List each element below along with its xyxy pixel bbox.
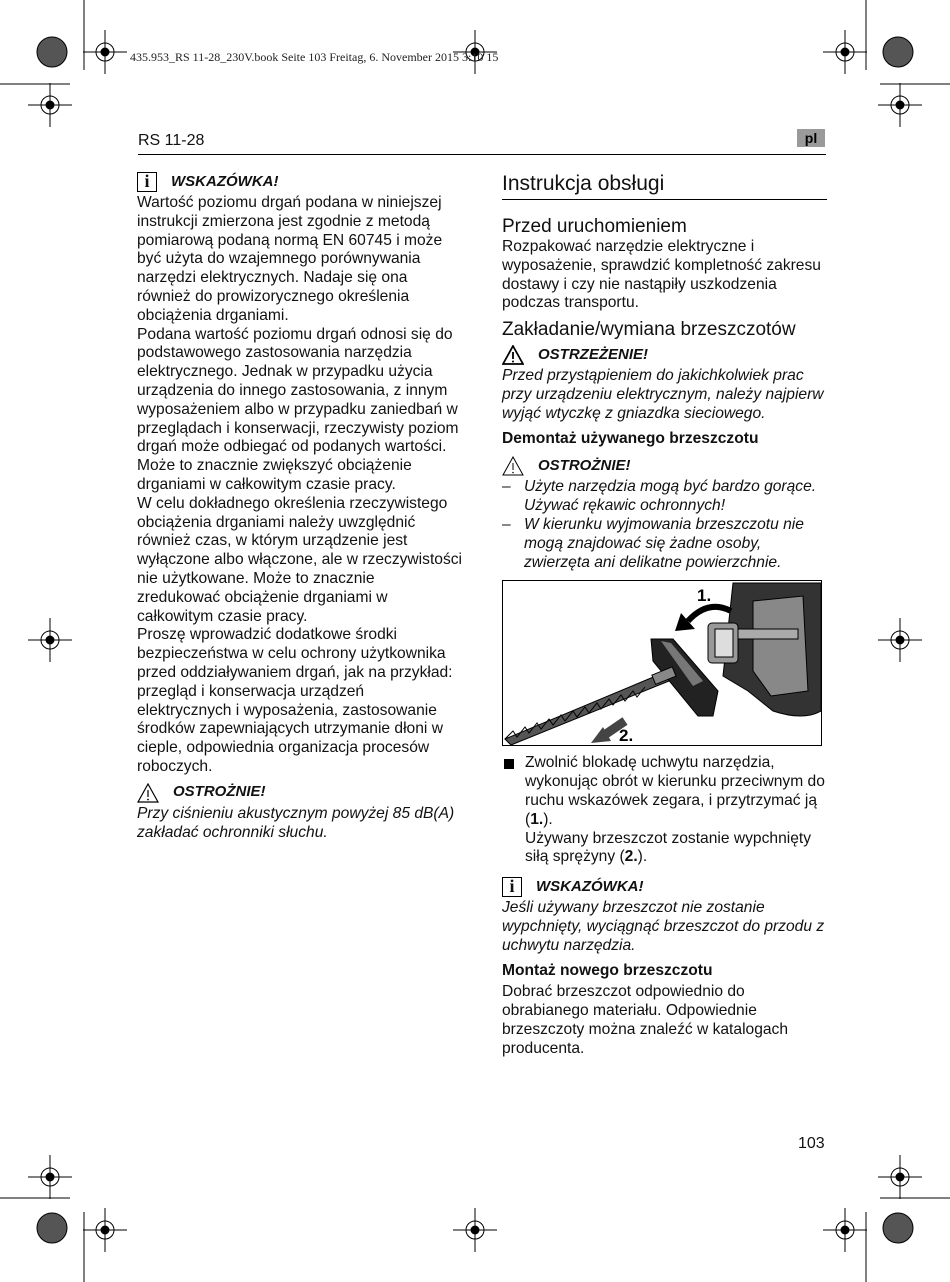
heading-blade-change: Zakładanie/wymiana brzeszczotów [502, 319, 796, 341]
caution-heading [137, 783, 462, 803]
caution-title: OSTROŻNIE! [173, 783, 266, 801]
vibration-paragraph-4: Proszę wprowadzić dodatkowe środki bezpieczeństwa w celu ochrony użytkownika przed oddziaływaniem drgań, jak na przykład: przegląd i konserwacja urządzeń elektrycznych i wyposażenia, zastosowanie środków zapewniających utrzymanie dłoni w cieple, odpowiednia organizacja procesów roboczych. [137, 626, 453, 775]
figure-label-step-2: 2. [619, 726, 634, 746]
warning-text: Przed przystąpieniem do jakichkolwiek prac przy urządzeniu elektrycznym, należy najpierw wyjąć wtyczkę z gniazdka sieciowego. [502, 367, 824, 422]
figure-label-step-1: 1. [697, 586, 712, 606]
note-heading [502, 877, 827, 897]
note-heading [137, 172, 462, 192]
warning-triangle-icon [502, 456, 524, 476]
caution-text: Przy ciśnieniu akustycznym powyżej 85 dB(A) zakładać ochronniki słuchu. [137, 804, 455, 841]
warning-title: OSTRZEŻENIE! [538, 345, 649, 363]
warning-triangle-icon [502, 345, 524, 365]
heading-blade-mounting: Montaż nowego brzeszczotu [502, 961, 713, 979]
bullet-square-icon [504, 759, 514, 769]
dash-item: – W kierunku wyjmowania brzeszczotu nie mogą znajdować się żadne osoby, zwierzęta ani delikatne powierzchnie. [502, 515, 804, 571]
vibration-paragraph-1: Wartość poziomu drgań podana w niniejszej instrukcji zmierzona jest zgodnie z metodą pomiarową podaną normą EN 60745 i może być użyta do wzajemnego porównywania narzędzi elektrycznych. Nadaje się ona również do prowizorycznego określenia obciążenia drganiami. [137, 194, 443, 324]
language-badge: pl [797, 129, 825, 147]
blade-mounting-text: Dobrać brzeszczot odpowiednio do obrabianego materiału. Odpowiednie brzeszczoty można znaleźć w katalogach producenta. [502, 983, 789, 1057]
instruction-step: Zwolnić blokadę uchwytu narzędzia, wykonując obrót w kierunku przeciwnym do ruchu wskazówek zegara, i przytrzymać ją (1.). Używany brzeszczot zostanie wypchnięty siłą sprężyny (2.). [502, 754, 827, 867]
note-text: Jeśli używany brzeszczot nie zostanie wypchnięty, wyciągnąć brzeszczot do przodu z uchwytu narzędzia. [502, 899, 825, 954]
before-start-text: Rozpakować narzędzie elektryczne i wyposażenie, sprawdzić kompletność zakresu dostawy i czy nie nastąpiły uszkodzenia podczas transportu. [502, 238, 821, 312]
info-icon: i [137, 172, 157, 192]
right-column [502, 172, 827, 1059]
dash-item: – Użyte narzędzia mogą być bardzo gorące. Używać rękawic ochronnych! [502, 478, 817, 515]
caution-title: OSTROŻNIE! [538, 456, 631, 474]
info-icon: i [502, 877, 522, 897]
section-title: Instrukcja obsługi [502, 172, 827, 200]
vibration-paragraph-2: Podana wartość poziomu drgań odnosi się do podstawowego zastosowania narzędzia elektrycznego. Jednak w przypadku użycia urządzenia do innego zastosowania, z innym wyposażeniem albo w przypadku zaniedbań w przeglądach i konserwacji, rzeczywisty poziom drgań może odbiegać od podanych wartości. Może to znacznie zwiększyć obciążenie drganiami w całkowitym czasie pracy. [137, 325, 459, 493]
caution-heading [502, 456, 827, 476]
print-line: 435.953_RS 11-28_230V.book Seite 103 Freitag, 6. November 2015 3:10 15 [130, 50, 499, 64]
note-title: WSKAZÓWKA! [171, 172, 279, 190]
warning-heading [502, 345, 827, 365]
heading-before-start: Przed uruchomieniem [502, 216, 687, 237]
blade-removal-illustration [502, 580, 822, 746]
vibration-paragraph-3: W celu dokładnego określenia rzeczywistego obciążenia drganiami należy uwzględnić również czas, w którym urządzenie jest wyłączone albo włączone, ale w rzeczywistości nie użytkowane. Może to znacznie zredukować obciążenie drganiami w całkowitym czasie pracy. [137, 494, 463, 625]
model-header: RS 11-28 [138, 132, 205, 149]
warning-triangle-icon [137, 783, 159, 803]
header-rule [138, 154, 826, 155]
note-title: WSKAZÓWKA! [536, 877, 644, 895]
heading-blade-removal: Demontaż używanego brzeszczotu [502, 429, 759, 447]
page-number: 103 [798, 1135, 825, 1152]
left-column [137, 170, 462, 842]
